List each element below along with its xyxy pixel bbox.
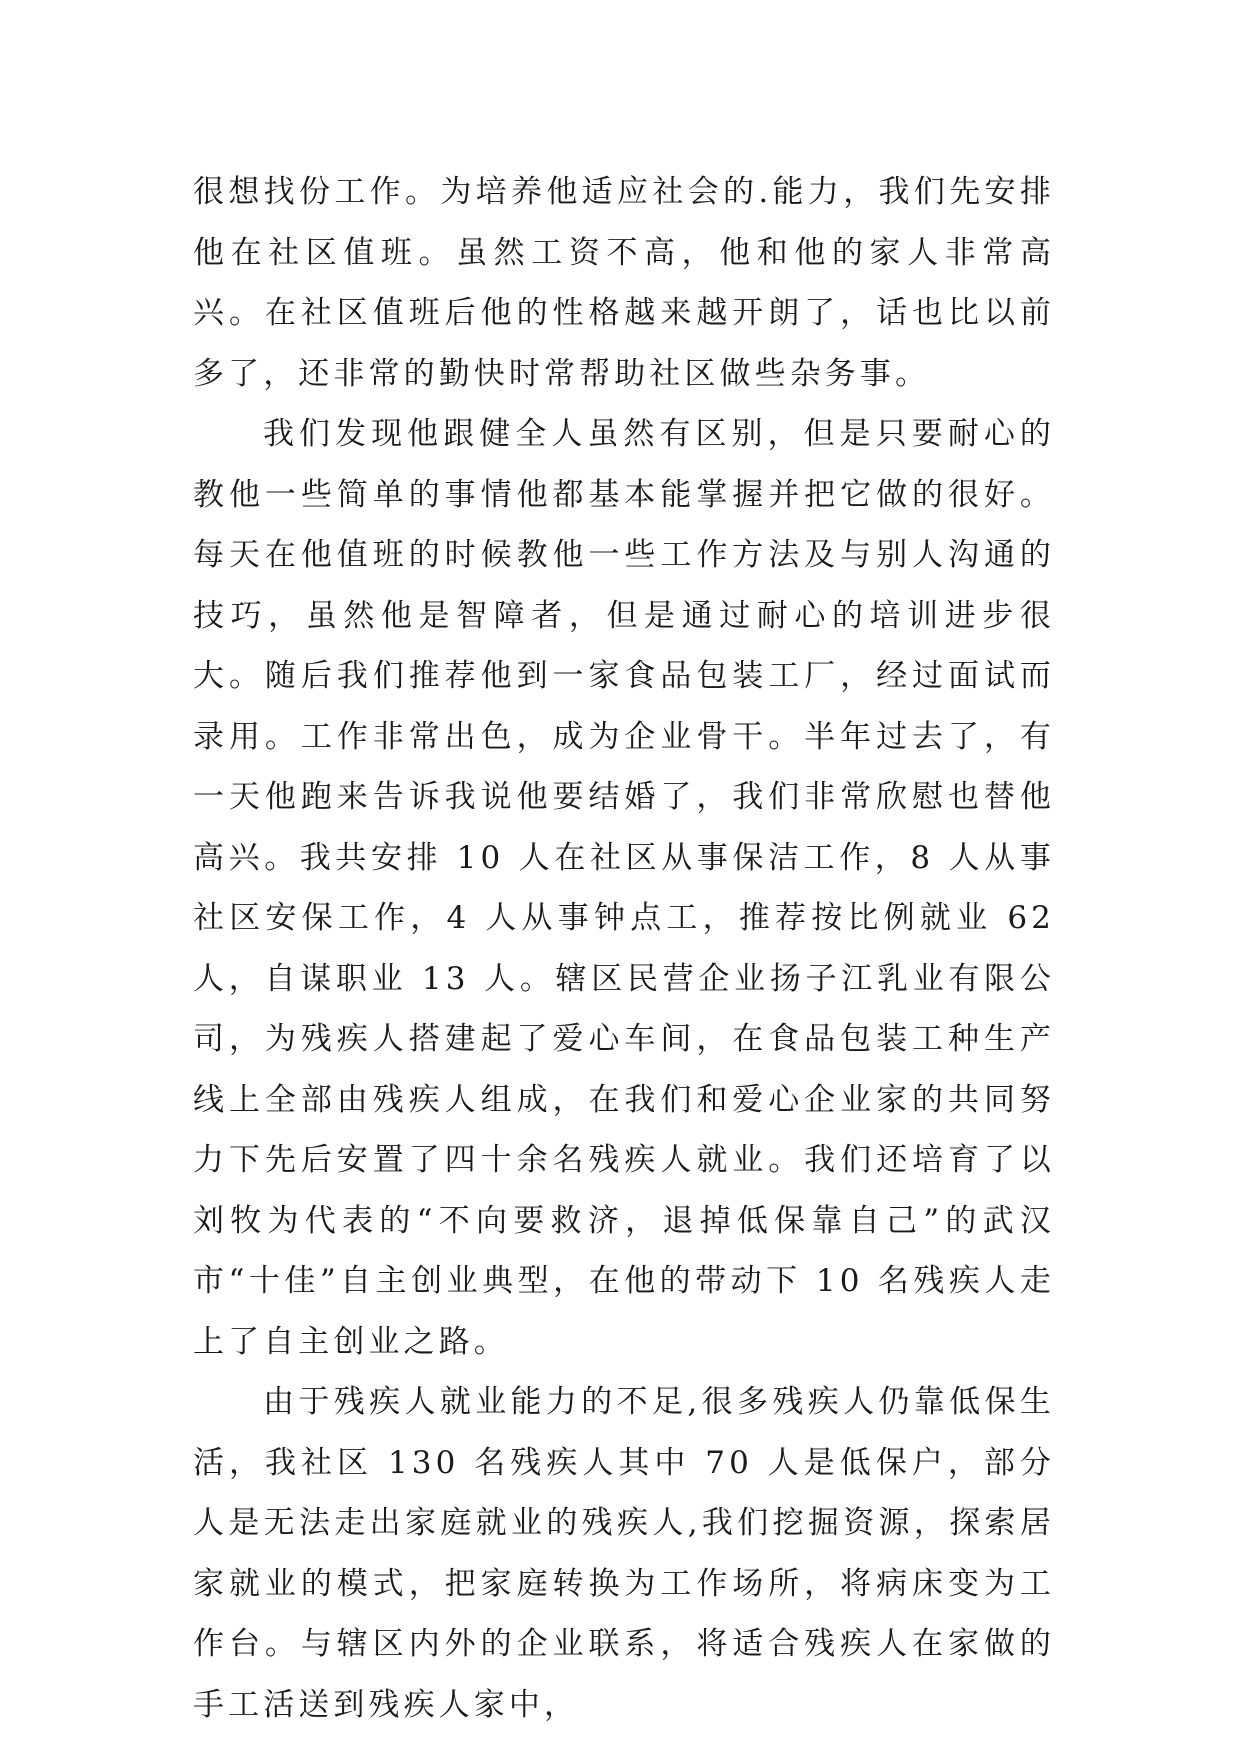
document-body	[193, 162, 1055, 1735]
paragraph-employment-cases: 我们发现他跟健全人虽然有区别，但是只要耐心的教他一些简单的事情他都基本能掌握并把它做的很好。每天在他值班的时候教他一些工作方法及与别人沟通的技巧，虽然他是智障者，但是通过耐心的培训进步很大。随后我们推荐他到一家食品包装工厂，经过面试而录用。工作非常出色，成为企业骨干。半年过去了，有一天他跑来告诉我说他要结婚了，我们非常欣慰也替他高兴。我共安排 10 人在社区从事保洁工作，8 人从事社区安保工作，4 人从事钟点工，推荐按比例就业 62 人，自谋职业 13 人。辖区民营企业扬子江乳业有限公司，为残疾人搭建起了爱心车间，在食品包装工种生产线上全部由残疾人组成，在我们和爱心企业家的共同努力下先后安置了四十余名残疾人就业。我们还培育了以刘牧为代表的“不向要救济，退掉低保靠自己”的武汉市“十佳”自主创业典型，在他的带动下 10 名残疾人走上了自主创业之路。	[193, 416, 1055, 1360]
paragraph-home-employment: 由于残疾人就业能力的不足,很多残疾人仍靠低保生活，我社区 130 名残疾人其中 70 人是低保户，部分人是无法走出家庭就业的残疾人,我们挖掘资源，探索居家就业的模式，把家庭转换为工作场所，将病床变为工作台。与辖区内外的企业联系，将适合残疾人在家做的手工活送到残疾人家中，	[193, 1384, 1055, 1723]
paragraph-continued: 很想找份工作。为培养他适应社会的.能力，我们先安排他在社区值班。虽然工资不高，他和他的家人非常高兴。在社区值班后他的性格越来越开朗了，话也比以前多了，还非常的勤快时常帮助社区做些杂务事。	[193, 174, 1055, 392]
